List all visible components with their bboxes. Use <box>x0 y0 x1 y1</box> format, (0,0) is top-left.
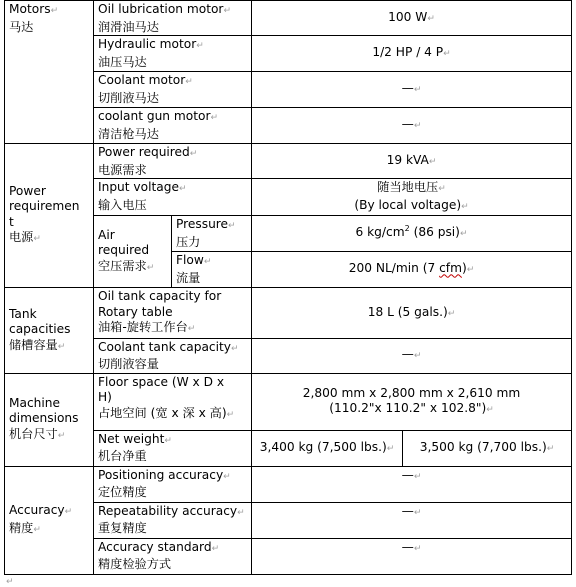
oil-tank-capacity-cell: Oil tank capacity for Rotary table 油箱-旋转工作台↵ <box>94 288 252 339</box>
power-required-value: 19 kVA↵ <box>252 144 572 179</box>
table-row <box>5 144 572 179</box>
air-pressure-cell: Pressure↵ 压力 <box>172 216 252 252</box>
coolant-gun-motor-cell: coolant gun motor↵ 清洁枪马达 <box>94 108 252 144</box>
repeatability-accuracy-value: —↵ <box>252 502 572 538</box>
net-weight-value-a: 3,400 kg (7,500 lbs.)↵ <box>252 430 403 466</box>
hydraulic-motor-cell: Hydraulic motor↵ 油压马达 <box>94 36 252 72</box>
motors-label-cn: 马达 <box>9 19 34 34</box>
motors-label-cell: Motors↵ 马达 <box>5 1 94 144</box>
positioning-accuracy-cell: Positioning accuracy↵ 定位精度 <box>94 466 252 502</box>
positioning-accuracy-value: —↵ <box>252 466 572 502</box>
hydraulic-motor-value: 1/2 HP / 4 P↵ <box>252 36 572 72</box>
air-flow-value: 200 NL/min (7 cfm)↵ <box>252 252 572 288</box>
power-required-cell: Power required↵ 电源需求 <box>94 144 252 179</box>
coolant-motor-cell: Coolant motor↵ 切削液马达 <box>94 72 252 108</box>
net-weight-value-b: 3,500 kg (7,700 lbs.)↵ <box>403 430 572 466</box>
air-pressure-value: 6 $kg/cm^2$ (86 psi)↵ <box>252 216 572 252</box>
oil-tank-capacity-value: 18 L (5 gals.)↵ <box>252 288 572 339</box>
floor-space-value: 2,800 mm x 2,800 mm x 2,610 mm (110.2"x 110.2" x 102.8")↵ <box>252 373 572 430</box>
repeatability-accuracy-cell: Repeatability accuracy↵ 重复精度 <box>94 502 252 538</box>
paragraph-end-mark: ↵ <box>6 577 14 587</box>
table-row <box>5 1 572 36</box>
coolant-tank-capacity-cell: Coolant tank capacity↵ 切削液容量 <box>94 338 252 373</box>
accuracy-standard-value: —↵ <box>252 538 572 574</box>
power-label-cell: Power requiremen t 电源↵ <box>5 144 94 288</box>
table-row <box>5 288 572 339</box>
tank-label-cell: Tank capacities 储槽容量↵ <box>5 288 94 374</box>
air-flow-cell: Flow↵ 流量 <box>172 252 252 288</box>
table-row <box>5 466 572 502</box>
coolant-tank-capacity-value: —↵ <box>252 338 572 373</box>
input-voltage-value: 随当地电压↵ (By local voltage)↵ <box>252 179 572 216</box>
accuracy-standard-cell: Accuracy standard↵ 精度检验方式 <box>94 538 252 574</box>
coolant-motor-value: —↵ <box>252 72 572 108</box>
floor-space-cell: Floor space (W x D x H) 占地空间 (宽 x 深 x 高)↵ <box>94 373 252 430</box>
table-row <box>5 373 572 430</box>
motors-label-en: Motors <box>9 2 51 16</box>
oil-lubrication-motor-cell: Oil lubrication motor↵ 润滑油马达 <box>94 1 252 36</box>
machine-label-cell: Machine dimensions 机台尺寸↵ <box>5 373 94 466</box>
net-weight-cell: Net weight↵ 机台净重 <box>94 430 252 466</box>
accuracy-label-cell: Accuracy↵ 精度↵ <box>5 466 94 574</box>
coolant-gun-motor-value: —↵ <box>252 108 572 144</box>
air-required-cell: Air required 空压需求↵ <box>94 216 172 288</box>
spec-table <box>4 0 572 575</box>
input-voltage-cell: Input voltage↵ 输入电压 <box>94 179 252 216</box>
oil-lubrication-motor-value: 100 W↵ <box>252 1 572 36</box>
